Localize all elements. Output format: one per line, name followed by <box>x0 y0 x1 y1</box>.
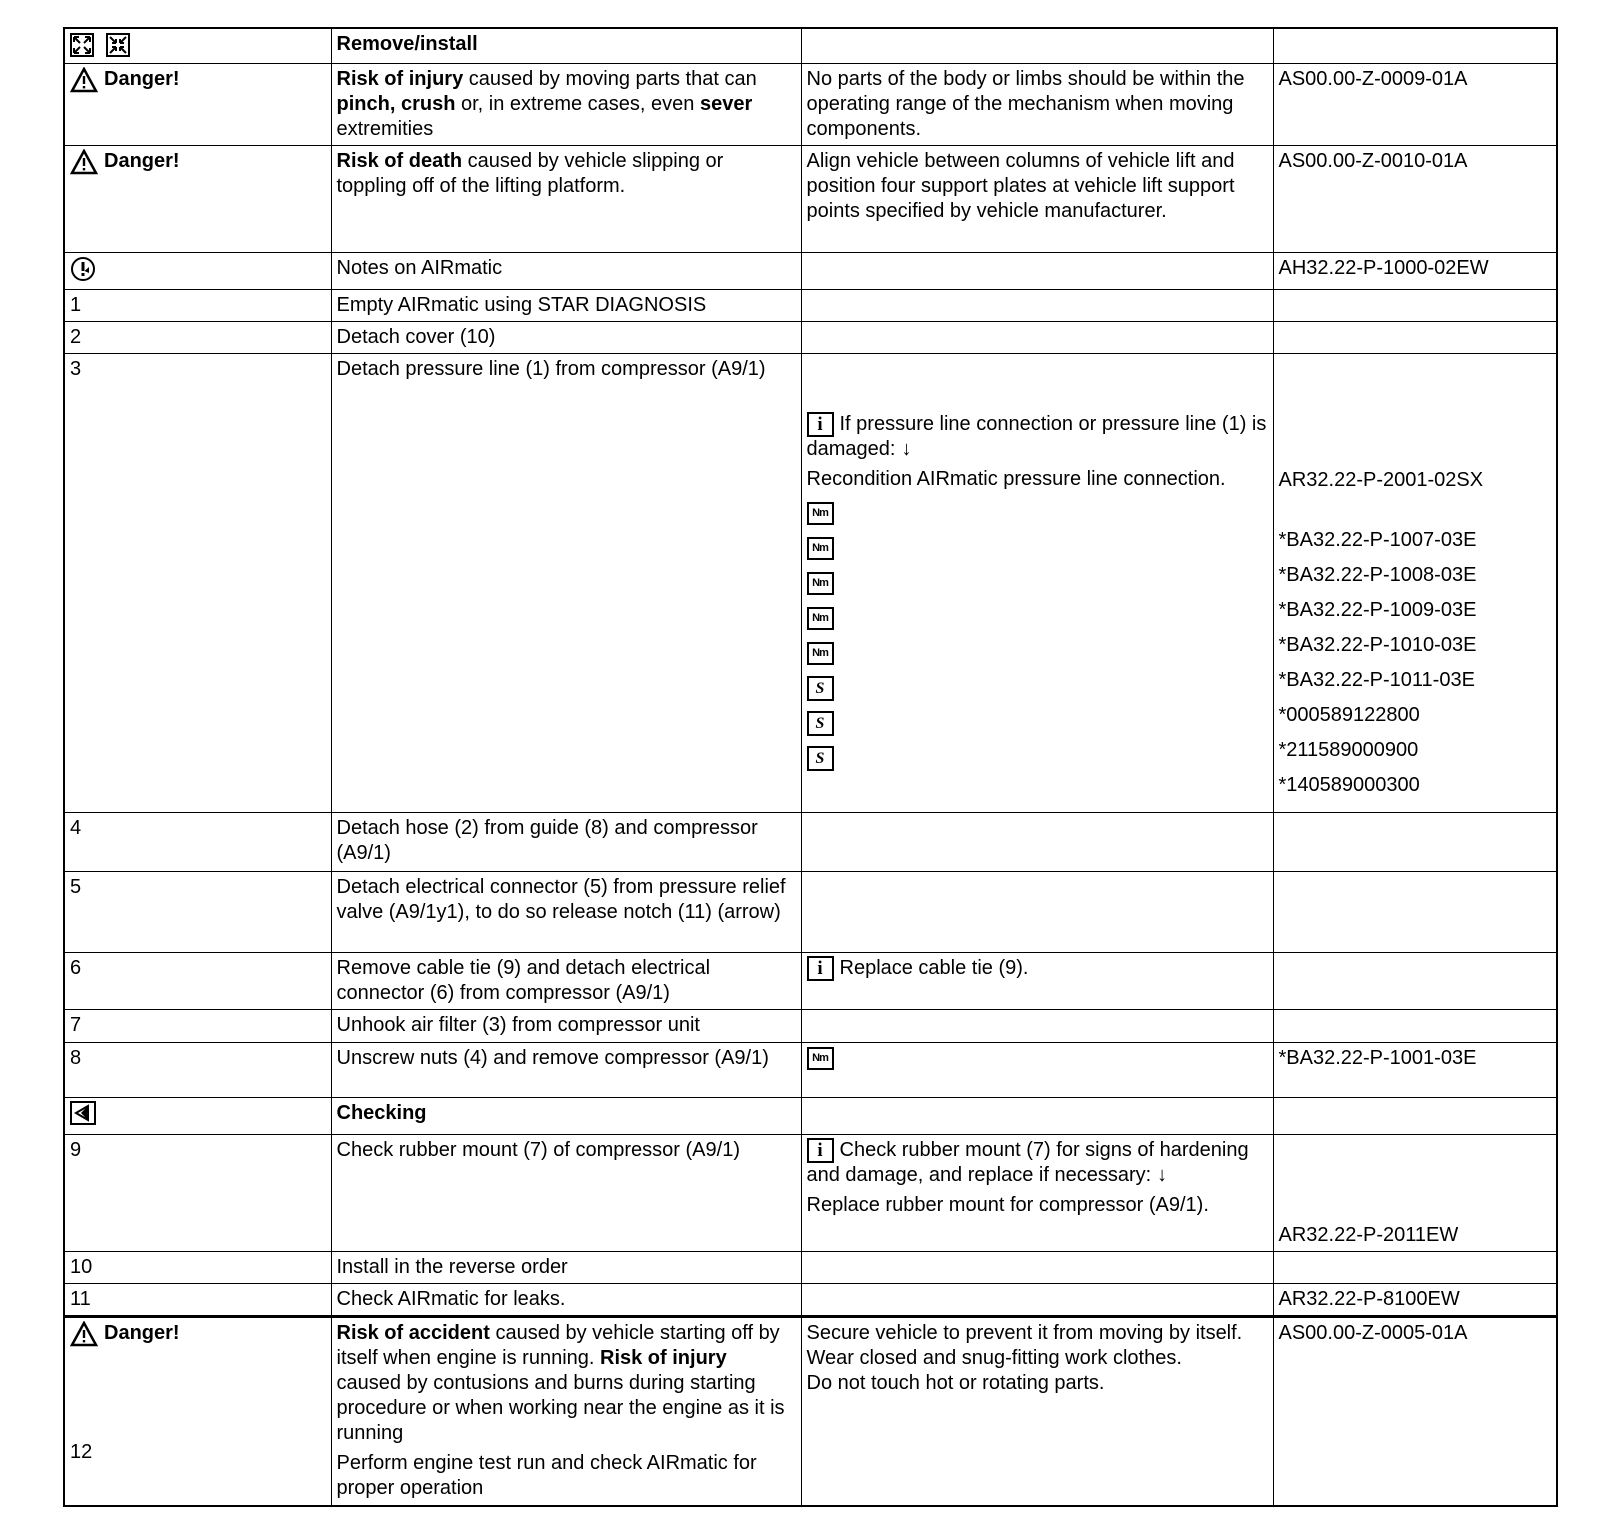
step-row-7 <box>64 1009 1557 1042</box>
torque-ref[interactable]: *BA32.22-P-1008-03E <box>1278 563 1477 586</box>
empty-cell <box>801 871 1273 952</box>
step-9-replace: Replace rubber mount for compressor (A9/1). <box>806 1193 1209 1216</box>
danger-label-cell <box>64 145 331 252</box>
header-empty-3 <box>801 28 1273 63</box>
notes-empty <box>801 252 1273 289</box>
torque-icon: Nm <box>807 607 834 630</box>
danger-row-3 <box>64 1316 1557 1506</box>
danger-3-instruction-3: Do not touch hot or rotating parts. <box>806 1371 1105 1394</box>
step-number: 9 <box>64 1134 331 1251</box>
empty-cell <box>801 1283 1273 1316</box>
checking-icon-cell <box>64 1097 331 1134</box>
danger-1-text2: or, in extreme cases, even <box>455 92 700 115</box>
danger-3-bold1: Risk of accident <box>336 1321 490 1344</box>
checking-row <box>64 1097 1557 1134</box>
tool-ref[interactable]: *000589122800 <box>1278 703 1420 726</box>
danger-3-bold2: Risk of injury <box>600 1346 727 1369</box>
step-number: 5 <box>64 871 331 952</box>
step-row-1 <box>64 289 1557 321</box>
empty-cell <box>801 812 1273 871</box>
danger-row-1 <box>64 63 1557 145</box>
torque-icon: Nm <box>807 537 834 560</box>
notes-ref[interactable]: AH32.22-P-1000-02EW <box>1273 252 1557 289</box>
empty-cell <box>801 1009 1273 1042</box>
step-3-info-text: If pressure line connection or pressure line (1) is damaged: <box>806 412 1267 460</box>
torque-icon: Nm <box>807 642 834 665</box>
step-9-notes <box>801 1134 1273 1251</box>
step-9-ref[interactable]: AR32.22-P-2011EW <box>1278 1223 1459 1246</box>
danger-1-bold1: Risk of injury <box>336 67 464 90</box>
warning-triangle-icon <box>70 67 98 93</box>
step-number: 6 <box>64 952 331 1009</box>
step-text: Unscrew nuts (4) and remove compressor (A9/1) <box>331 1042 801 1097</box>
danger-label-cell <box>64 63 331 145</box>
warning-triangle-icon <box>70 149 98 175</box>
step-text: Unhook air filter (3) from compressor unit <box>331 1009 801 1042</box>
danger-1-bold2: pinch, crush <box>336 92 456 115</box>
step-text: Detach pressure line (1) from compressor (A9/1) <box>331 353 801 812</box>
step-12-text: Perform engine test run and check AIRmatic for proper operation <box>336 1451 757 1499</box>
step-3-refs <box>1273 353 1557 812</box>
special-tool-icon: S <box>807 746 834 771</box>
notes-text: Notes on AIRmatic <box>331 252 801 289</box>
step-row-5 <box>64 871 1557 952</box>
danger-3-instruction <box>801 1316 1273 1506</box>
empty-cell <box>801 1251 1273 1283</box>
empty-cell <box>801 1097 1273 1134</box>
checking-title: Checking <box>331 1097 801 1134</box>
step-text: Remove cable tie (9) and detach electrical connector (6) from compressor (A9/1) <box>331 952 801 1009</box>
danger-3-text2: caused by contusions and burns during starting procedure or when working near the engine as it is running <box>336 1371 785 1444</box>
danger-label: Danger! <box>104 1322 180 1344</box>
step-number: 3 <box>64 353 331 812</box>
empty-cell <box>1273 812 1557 871</box>
info-icon: i <box>807 1138 834 1163</box>
torque-ref[interactable]: *BA32.22-P-1011-03E <box>1278 668 1475 691</box>
step-3-notes <box>801 353 1273 812</box>
step-3-info <box>807 412 1268 462</box>
header-row <box>64 28 1557 63</box>
step-row-6 <box>64 952 1557 1009</box>
danger-3-text1: caused by vehicle starting off by itself when engine is running. <box>336 1321 780 1369</box>
step-row-2 <box>64 321 1557 353</box>
danger-3-ref[interactable]: AS00.00-Z-0005-01A <box>1273 1316 1557 1506</box>
expand-arrows-icon <box>70 33 100 55</box>
step-number: 11 <box>64 1283 331 1316</box>
empty-cell <box>801 289 1273 321</box>
empty-cell <box>1273 321 1557 353</box>
note-circle-icon <box>70 256 96 282</box>
danger-2-bold1: Risk of death <box>336 149 463 172</box>
step-number: 1 <box>64 289 331 321</box>
collapse-arrows-icon <box>106 33 130 55</box>
info-icon: i <box>807 956 834 981</box>
step-11-ref[interactable]: AR32.22-P-8100EW <box>1273 1283 1557 1316</box>
step-row-3 <box>64 353 1557 812</box>
step-6-info-text: Replace cable tie (9). <box>839 956 1029 979</box>
notes-row <box>64 252 1557 289</box>
empty-cell <box>801 321 1273 353</box>
danger-row-2 <box>64 145 1557 252</box>
step-9-ref-cell <box>1273 1134 1557 1251</box>
danger-label: Danger! <box>104 68 180 90</box>
danger-1-description <box>331 63 801 145</box>
step-text: Check AIRmatic for leaks. <box>331 1283 801 1316</box>
danger-1-text1: caused by moving parts that can <box>463 67 757 90</box>
torque-icon: Nm <box>807 572 834 595</box>
step-number: 2 <box>64 321 331 353</box>
tool-ref[interactable]: *211589000900 <box>1278 738 1419 761</box>
danger-3-instruction-1: Secure vehicle to prevent it from moving by itself. <box>806 1321 1243 1344</box>
step-text: Empty AIRmatic using STAR DIAGNOSIS <box>331 289 801 321</box>
torque-icon: Nm <box>807 502 834 525</box>
procedure-table <box>63 27 1558 1507</box>
danger-2-ref[interactable]: AS00.00-Z-0010-01A <box>1273 145 1557 252</box>
step-9-info-text: Check rubber mount (7) for signs of hardening and damage, and replace if necessary: <box>806 1138 1249 1186</box>
info-icon: i <box>807 412 834 437</box>
torque-icon: Nm <box>807 1047 834 1070</box>
empty-cell <box>1273 871 1557 952</box>
step-row-10 <box>64 1251 1557 1283</box>
danger-2-instruction: Align vehicle between columns of vehicle lift and position four support plates at vehicle lift support points specified by vehicle manufacturer. <box>801 145 1273 252</box>
step-text: Install in the reverse order <box>331 1251 801 1283</box>
empty-cell <box>1273 1251 1557 1283</box>
torque-ref[interactable]: *BA32.22-P-1009-03E <box>1278 598 1477 621</box>
step-8-torque <box>801 1042 1273 1097</box>
step-text: Detach hose (2) from guide (8) and compressor (A9/1) <box>331 812 801 871</box>
danger-3-description <box>331 1316 801 1506</box>
empty-cell <box>1273 289 1557 321</box>
torque-ref[interactable]: *BA32.22-P-1010-03E <box>1278 633 1477 656</box>
step-row-11 <box>64 1283 1557 1316</box>
danger-1-instruction: No parts of the body or limbs should be within the operating range of the mechanism when moving components. <box>801 63 1273 145</box>
step-text: Detach cover (10) <box>331 321 801 353</box>
danger-1-text3: extremities <box>336 117 434 140</box>
down-arrow-icon: ↓ <box>1157 1163 1168 1186</box>
step-number: 8 <box>64 1042 331 1097</box>
special-tool-icon: S <box>807 676 834 701</box>
step-number: 10 <box>64 1251 331 1283</box>
empty-cell <box>1273 952 1557 1009</box>
down-arrow-icon: ↓ <box>901 437 912 460</box>
header-icons-cell <box>64 28 331 63</box>
header-empty-4 <box>1273 28 1557 63</box>
danger-2-description <box>331 145 801 252</box>
step-row-9 <box>64 1134 1557 1251</box>
danger-3-label-cell <box>64 1316 331 1506</box>
step-3-recondition-ref[interactable]: AR32.22-P-2001-02SX <box>1278 468 1484 491</box>
step-9-info <box>807 1138 1268 1188</box>
warning-triangle-icon <box>70 1321 98 1347</box>
step-6-info <box>801 952 1273 1009</box>
danger-1-bold3: sever <box>699 92 753 115</box>
empty-cell <box>1273 1009 1557 1042</box>
step-number: 12 <box>70 1440 93 1463</box>
step-text: Check rubber mount (7) of compressor (A9/1) <box>331 1134 801 1251</box>
step-8-ref[interactable]: *BA32.22-P-1001-03E <box>1273 1042 1557 1097</box>
notes-icon-cell <box>64 252 331 289</box>
header-title: Remove/install <box>331 28 801 63</box>
step-row-8 <box>64 1042 1557 1097</box>
empty-cell <box>1273 1097 1557 1134</box>
tool-ref[interactable]: *140589000300 <box>1278 773 1420 796</box>
step-text: Detach electrical connector (5) from pressure relief valve (A9/1y1), to do so release notch (11) (arrow) <box>331 871 801 952</box>
step-number: 4 <box>64 812 331 871</box>
special-tool-icon: S <box>807 711 834 736</box>
danger-2-text1: caused by vehicle slipping or toppling off of the lifting platform. <box>336 149 724 197</box>
danger-3-instruction-2: Wear closed and snug-fitting work clothes. <box>806 1346 1182 1369</box>
torque-ref[interactable]: *BA32.22-P-1007-03E <box>1278 528 1477 551</box>
danger-1-ref[interactable]: AS00.00-Z-0009-01A <box>1273 63 1557 145</box>
step-3-recondition: Recondition AIRmatic pressure line connection. <box>806 467 1226 490</box>
checking-triangle-icon <box>70 1101 96 1125</box>
danger-label: Danger! <box>104 150 180 172</box>
step-row-4 <box>64 812 1557 871</box>
step-number: 7 <box>64 1009 331 1042</box>
